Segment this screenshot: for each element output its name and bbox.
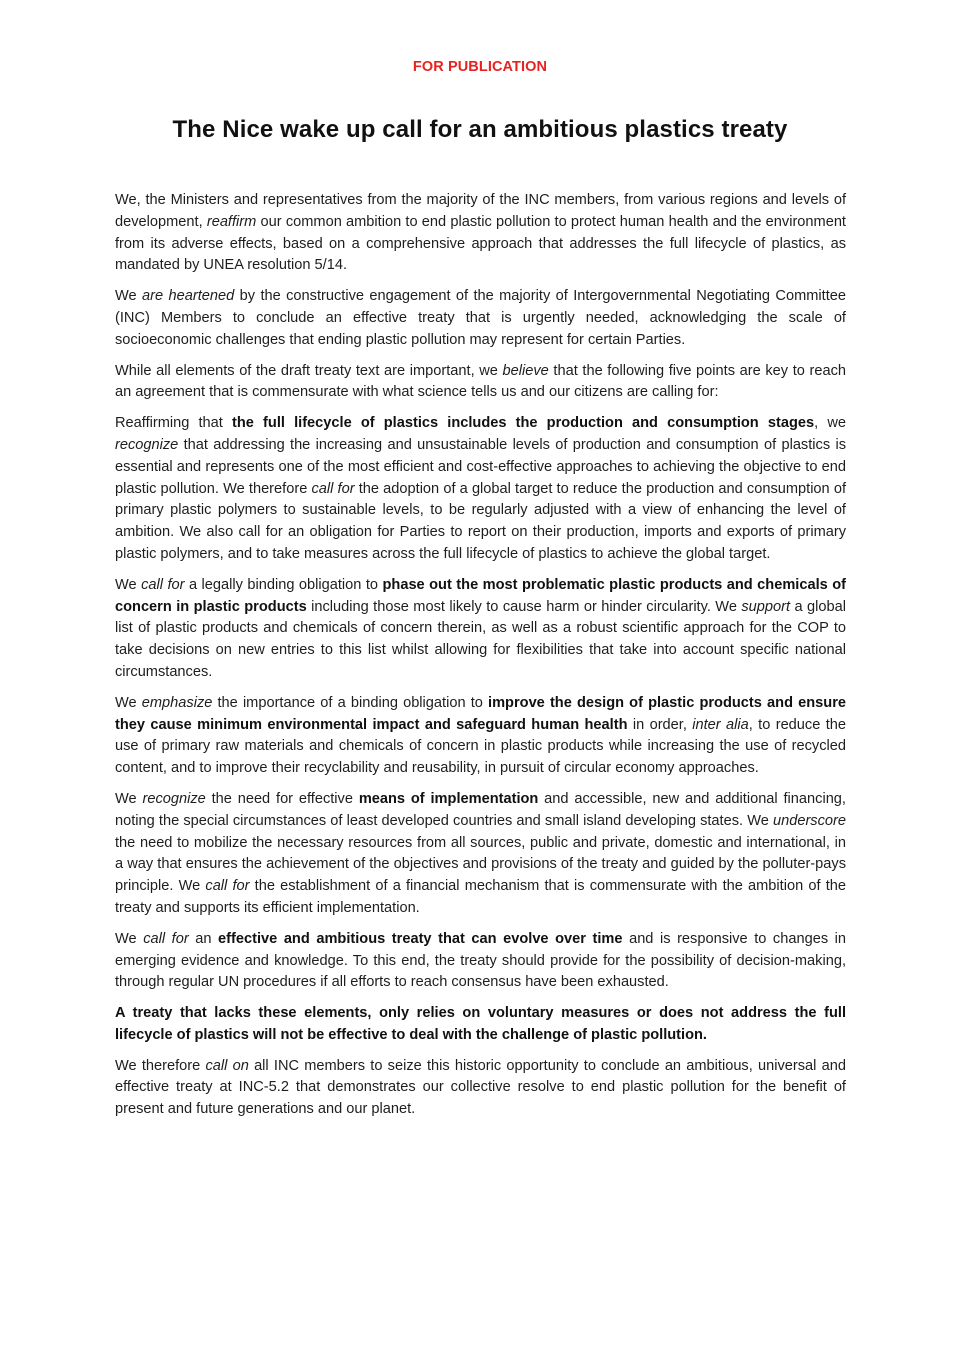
emphasis-italic: reaffirm bbox=[206, 213, 257, 230]
emphasis-italic: call for bbox=[141, 576, 185, 593]
paragraph-p8 bbox=[115, 929, 846, 994]
text-run: a legally binding obligation to bbox=[184, 576, 383, 593]
text-run: the need to mobilize the necessary resources from all sources, public and private, domestic and international, in a way that ensures the achievement of the objectives and provisions of the treaty and guided by the polluter-pays principle. We bbox=[115, 834, 846, 895]
text-run: We bbox=[115, 288, 143, 305]
emphasis-bold: phase out the most problematic plastic products and chemicals of concern in plastic products bbox=[115, 576, 846, 615]
emphasis-italic: underscore bbox=[772, 812, 846, 829]
text-run: While all elements of the draft treaty text are important, we bbox=[115, 362, 503, 379]
text-run: We bbox=[115, 694, 142, 711]
text-run: the importance of a binding obligation to bbox=[212, 694, 489, 711]
emphasis-bold: the full lifecycle of plastics includes the production and consumption stages bbox=[232, 415, 815, 432]
emphasis-italic: call on bbox=[205, 1057, 249, 1074]
text-run: We bbox=[115, 576, 142, 593]
text-run: including those most likely to cause harm or hinder circularity. We bbox=[306, 598, 742, 615]
text-run: and is responsive to changes in emerging evidence and knowledge. To this end, the treaty should provide for the possibility of decision-making, through regular UN procedures if all efforts to reach consensus have been exhausted. bbox=[115, 930, 847, 991]
text-run: by the constructive engagement of the majority of Intergovernmental Negotiating Committee (INC) Members to conclude an effective treaty that is urgently needed, acknowledging the scale of socioeconomic challenges that ending plastic pollution may represent for certain Parties. bbox=[115, 288, 846, 348]
text-run: a global list of plastic products and chemicals of concern therein, as well as a robust scientific approach for the COP to take decisions on new entries to this list whilst allowing for flexibilities that take into account specific national circumstances. bbox=[115, 598, 846, 680]
paragraph-p10 bbox=[115, 1056, 846, 1121]
text-run: the adoption of a global target to reduce the production and consumption of primary plastic polymers to sustainable levels, to be regularly adjusted with a view of enhancing the level of ambition. We also call for an obligation for Parties to report on their production, imports and exports of primary plastic polymers, and to take measures across the full lifecycle of plastics to achieve the global target. bbox=[115, 480, 846, 562]
emphasis-italic: call for bbox=[143, 930, 189, 947]
emphasis-italic: recognize bbox=[115, 436, 179, 453]
emphasis-italic: support bbox=[741, 598, 791, 615]
paragraph-p3 bbox=[115, 361, 846, 405]
paragraph-p1 bbox=[115, 190, 846, 277]
emphasis-bold: effective and ambitious treaty that can evolve over time bbox=[218, 930, 623, 947]
text-run: an bbox=[188, 930, 219, 947]
paragraph-p2 bbox=[115, 286, 846, 351]
text-run: We therefore bbox=[115, 1057, 206, 1074]
text-run: that the following five points are key to reach an agreement that is commensurate with what science tells us and our citizens are calling for: bbox=[115, 362, 846, 401]
paragraph-p5 bbox=[115, 575, 846, 684]
text-run: We bbox=[115, 930, 144, 947]
emphasis-italic: inter alia bbox=[692, 716, 749, 733]
paragraph-p7 bbox=[115, 789, 846, 920]
text-run: and accessible, new and additional financing, noting the special circumstances of least developed countries and small island developing states. We bbox=[115, 790, 846, 829]
emphasis-italic: are heartened bbox=[142, 288, 235, 305]
text-run: all INC members to seize this historic opportunity to conclude an ambitious, universal and effective treaty at INC-5.2 that demonstrates our collective resolve to end plastic pollution for the benefit of present and future generations and our planet. bbox=[115, 1057, 846, 1118]
emphasis-italic: believe bbox=[502, 362, 549, 379]
paragraph-p6 bbox=[115, 693, 846, 780]
text-run: that addressing the increasing and unsustainable levels of production and consumption of plastics is essential and represents one of the most efficient and cost-effective approaches to achieving the objective to end plastic pollution. We therefore bbox=[115, 436, 846, 497]
emphasis-bold: means of implementation bbox=[358, 790, 539, 807]
text-run: the establishment of a financial mechanism that is commensurate with the ambition of the treaty and supports its efficient implementation. bbox=[115, 878, 846, 916]
text-run: our common ambition to end plastic pollution to protect human health and the environment from its adverse effects, based on a comprehensive approach that addresses the full lifecycle of plastics, as mandated by UNEA resolution 5/14. bbox=[115, 213, 846, 274]
paragraph-p4 bbox=[115, 413, 846, 566]
emphasis-italic: call for bbox=[311, 480, 355, 497]
document-body bbox=[115, 190, 846, 1130]
emphasis-italic: recognize bbox=[142, 790, 206, 807]
publication-label: FOR PUBLICATION bbox=[412, 59, 548, 75]
text-run: We bbox=[115, 790, 143, 807]
paragraph-p9 bbox=[115, 1003, 846, 1047]
document-title: The Nice wake up call for an ambitious plastics treaty bbox=[172, 116, 788, 143]
emphasis-bold: A treaty that lacks these elements, only relies on voluntary measures or does not address the full lifecycle of plastics will not be effective to deal with the challenge of plastic pollution. bbox=[115, 1005, 846, 1043]
text-run: , we bbox=[814, 415, 846, 432]
text-run: in order, bbox=[627, 716, 693, 733]
emphasis-bold: improve the design of plastic products and ensure they cause minimum environmental impact and safeguard human health bbox=[115, 694, 846, 733]
text-run: , to reduce the use of primary raw materials and chemicals of concern in plastic products while increasing the use of recycled content, and to improve their recyclability and reusability, in pursuit of circular economy approaches. bbox=[115, 716, 846, 777]
text-run: the need for effective bbox=[205, 790, 359, 807]
text-run: Reaffirming that bbox=[115, 415, 232, 432]
emphasis-italic: emphasize bbox=[141, 694, 213, 711]
text-run: We, the Ministers and representatives from the majority of the INC members, from various regions and levels of development, bbox=[115, 192, 846, 230]
emphasis-italic: call for bbox=[205, 878, 250, 895]
